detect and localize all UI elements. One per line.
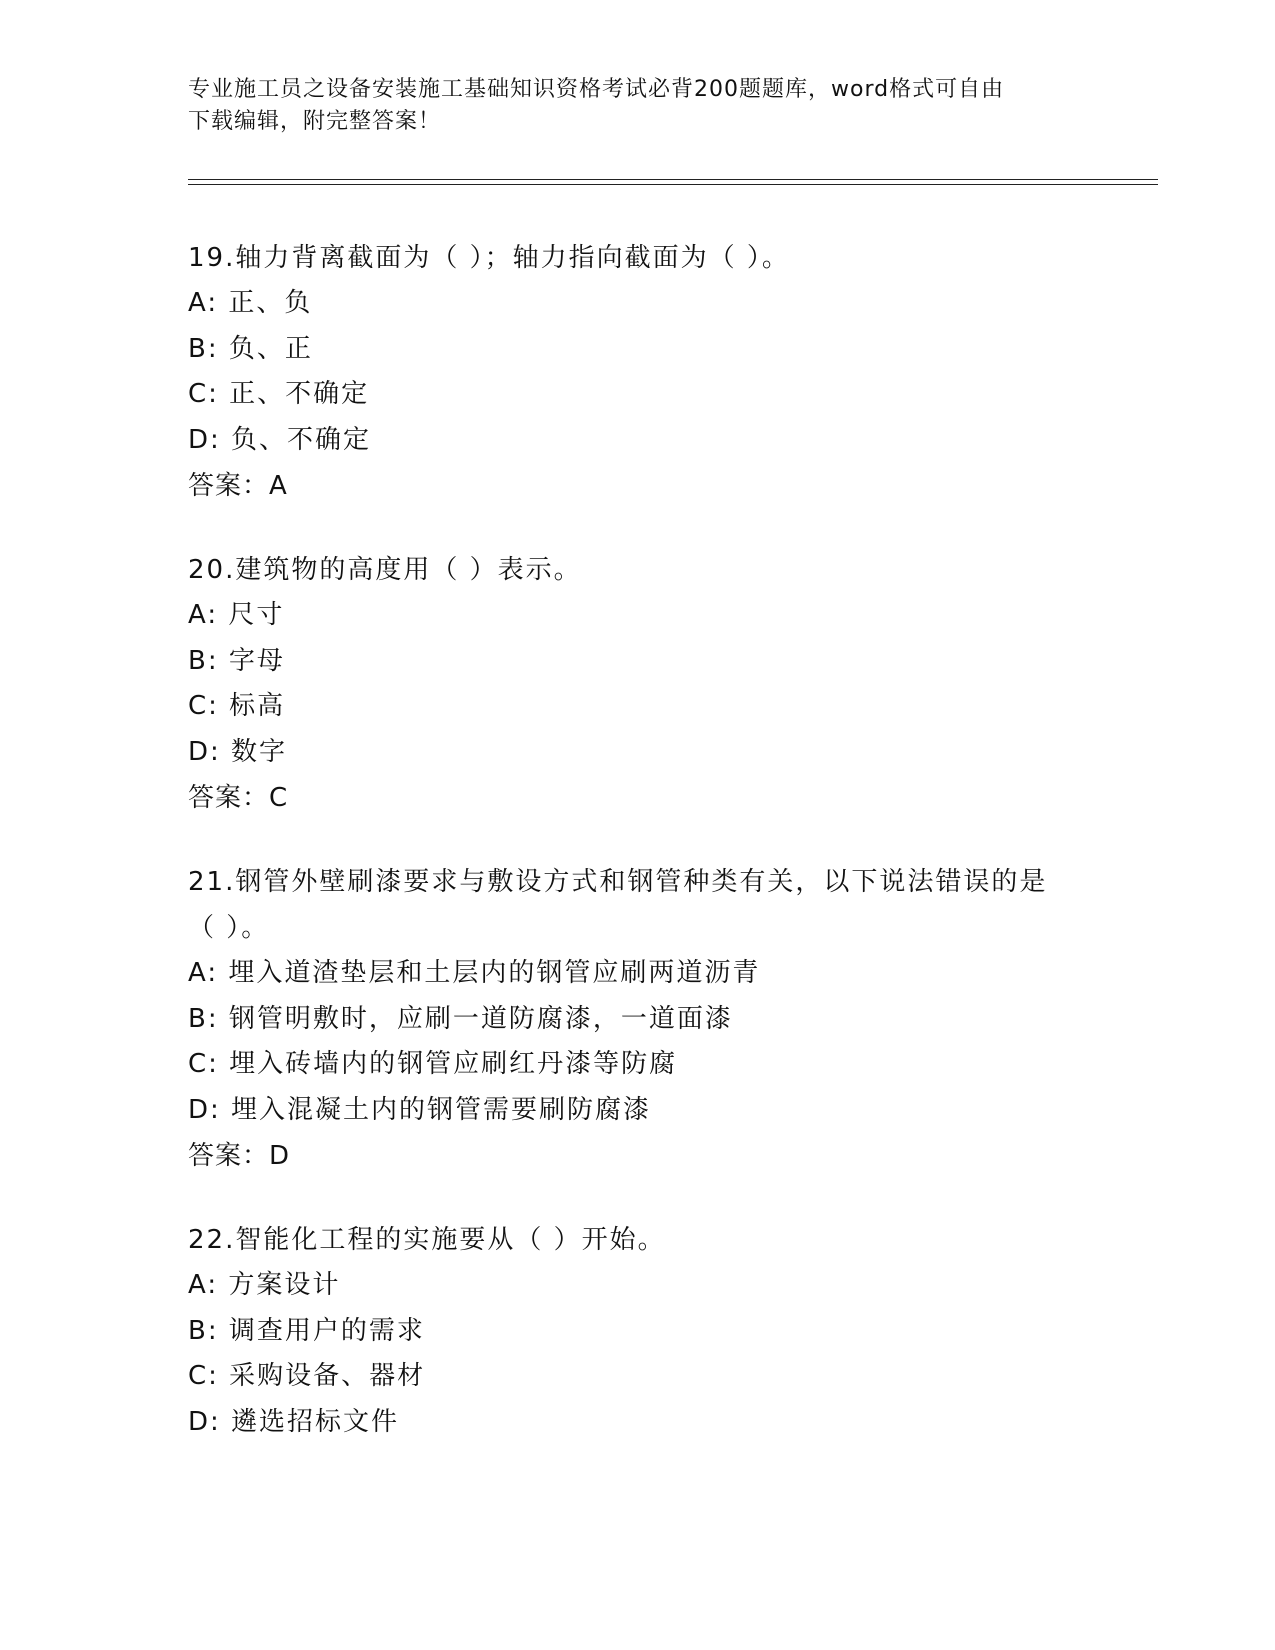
option-c: C: 正、不确定	[188, 379, 370, 409]
question-stem-continuation: （ ）。	[188, 913, 270, 943]
question-stem: 22.智能化工程的实施要从（ ）开始。	[188, 1225, 666, 1255]
question-21	[188, 859, 1088, 1179]
question-22	[188, 1217, 1088, 1445]
option-d: D: 遴选招标文件	[188, 1406, 400, 1437]
question-19	[188, 235, 1088, 509]
header-line-2: 下载编辑，附完整答案！	[188, 109, 442, 134]
question-stem: 21.钢管外壁刷漆要求与敷设方式和钢管种类有关，以下说法错误的是	[188, 867, 1048, 897]
option-b: B: 负、正	[188, 333, 313, 364]
option-d: D: 负、不确定	[188, 424, 372, 455]
question-list	[188, 235, 1088, 1483]
option-c: C: 埋入砖墙内的钢管应刷红丹漆等防腐	[188, 1049, 678, 1079]
question-stem: 19.轴力背离截面为（ ）；轴力指向截面为（ ）。	[188, 243, 790, 273]
option-c: C: 采购设备、器材	[188, 1361, 426, 1391]
answer: 答案：D	[188, 1141, 291, 1171]
option-b: B: 调查用户的需求	[188, 1315, 425, 1346]
header-divider-bottom	[188, 184, 1158, 185]
question-stem: 20.建筑物的高度用（ ）表示。	[188, 555, 582, 585]
answer: 答案：C	[188, 783, 289, 813]
option-a: A: 尺寸	[188, 600, 285, 630]
header-line-1: 专业施工员之设备安装施工基础知识资格考试必背200题题库，word格式可自由	[188, 77, 1005, 102]
option-a: A: 方案设计	[188, 1270, 341, 1300]
option-d: D: 数字	[188, 736, 288, 767]
option-b: B: 钢管明敷时，应刷一道防腐漆，一道面漆	[188, 1003, 733, 1034]
question-20	[188, 547, 1088, 821]
option-d: D: 埋入混凝土内的钢管需要刷防腐漆	[188, 1094, 652, 1125]
option-c: C: 标高	[188, 691, 286, 721]
option-a: A: 正、负	[188, 288, 313, 318]
option-a: A: 埋入道渣垫层和土层内的钢管应刷两道沥青	[188, 958, 761, 988]
answer: 答案：A	[188, 471, 288, 501]
header-divider-top	[188, 179, 1158, 180]
document-header	[188, 74, 1088, 138]
option-b: B: 字母	[188, 645, 285, 676]
